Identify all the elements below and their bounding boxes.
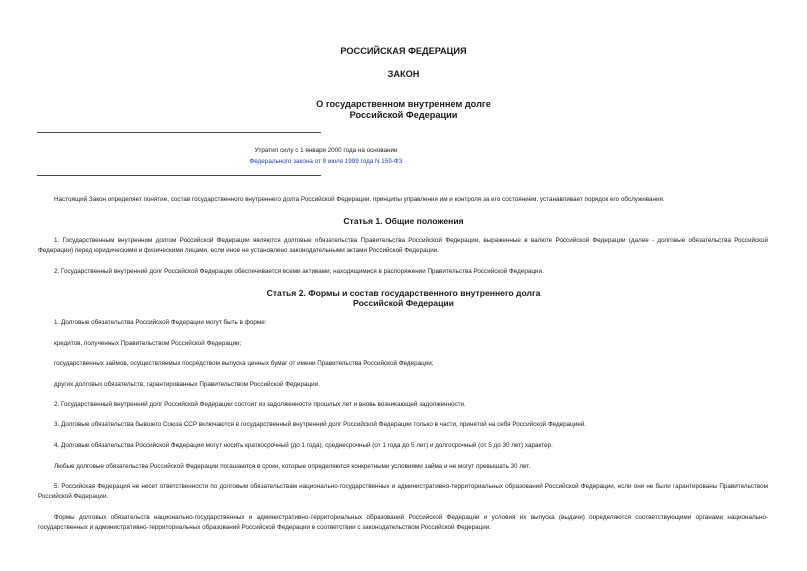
article2-paragraph-2: 2. Государственный внутренний долг Российской Федерации состоит из задолженности прошлых лет и вновь возникающей задолженности. bbox=[54, 401, 466, 408]
article1-title: Статья 1. Общие положения bbox=[343, 216, 464, 226]
top-rule bbox=[37, 132, 321, 133]
header-doc-type: ЗАКОН bbox=[387, 69, 420, 79]
status-note-text: Утратил силу с 1 января 2000 года на основании bbox=[254, 147, 398, 154]
article2-paragraph-3: 3. Долговые обязательства бывшего Союза ССР включаются в государственный внутренний долг Российской Федерации только в части, принятой на себя Российской Федерацией. bbox=[54, 421, 587, 428]
amending-law-link[interactable]: Федерального закона от 9 июля 1999 года N 159-ФЗ bbox=[249, 158, 403, 165]
article2-title-line2: Российской Федерации bbox=[353, 298, 454, 308]
header-country: РОССИЙСКАЯ ФЕДЕРАЦИЯ bbox=[340, 46, 467, 56]
document-title-line1: О государственном внутреннем долге bbox=[316, 99, 491, 109]
article2-item-other: других долговых обязательств, гарантированных Правительством Российской Федерации. bbox=[54, 381, 320, 388]
article2-item-loans: государственных займов, осуществляемых посредством выпуска ценных бумаг от имени Правительства Российской Федерации; bbox=[54, 360, 434, 367]
bottom-rule bbox=[37, 175, 321, 176]
article2-paragraph-4b: Любые долговые обязательства Российской Федерации погашаются в сроки, которые определяются конкретными условиями займа и не могут превышать 30 лет. bbox=[54, 463, 531, 470]
intro-paragraph: Настоящий Закон определяет понятие, состав государственного внутреннего долга Российской Федерации, принципы управления им и контроля за его состоянием, устанавливает порядок его обслуживания. bbox=[54, 196, 665, 203]
article2-paragraph-5: 5. Российская Федерация не несет ответственности по долговым обязательствам национально-государственных и административно-территориальных образований Российской Федерации, если они не были гарантированы Правительством Российской Федерации. bbox=[38, 483, 768, 500]
article1-paragraph-1: 1. Государственным внутренним долгом Российской Федерации являются долговые обязательства Правительства Российской Федерации, выраженные в валюте Российской Федерации (далее - долговые обязательства Российской Федерации) перед юридическими и физическими лицами, если иное не установлено законодательными актами Российской Федерации. bbox=[38, 237, 768, 254]
article2-paragraph-1: 1. Долговые обязательства Российской Федерации могут быть в форме: bbox=[54, 319, 267, 326]
article2-title-line1: Статья 2. Формы и состав государственного внутреннего долга bbox=[266, 288, 541, 298]
article1-paragraph-2: 2. Государственный внутренний долг Российской Федерации обеспечивается всеми активами, находящимися в распоряжении Правительства Российской Федерации. bbox=[54, 268, 544, 275]
article2-item-credits: кредитов, полученных Правительством Российской Федерации; bbox=[54, 340, 242, 347]
document-title-line2: Российской Федерации bbox=[349, 110, 458, 120]
article2-paragraph-6: Формы долговых обязательств национально-государственных и административно-территориальных образований Российской Федерации и условия их выпуска (выдачи) определяются соответствующими органами национально-государственных и административно-территориальных образований Российской Федерации в соответствии с законодательством Российской Федерации. bbox=[38, 514, 768, 531]
article2-paragraph-4: 4. Долговые обязательства Российской Федерации могут носить краткосрочный (до 1 года), среднесрочный (от 1 года до 5 лет) и долгосрочный (от 5 до 30 лет) характер. bbox=[54, 442, 553, 449]
